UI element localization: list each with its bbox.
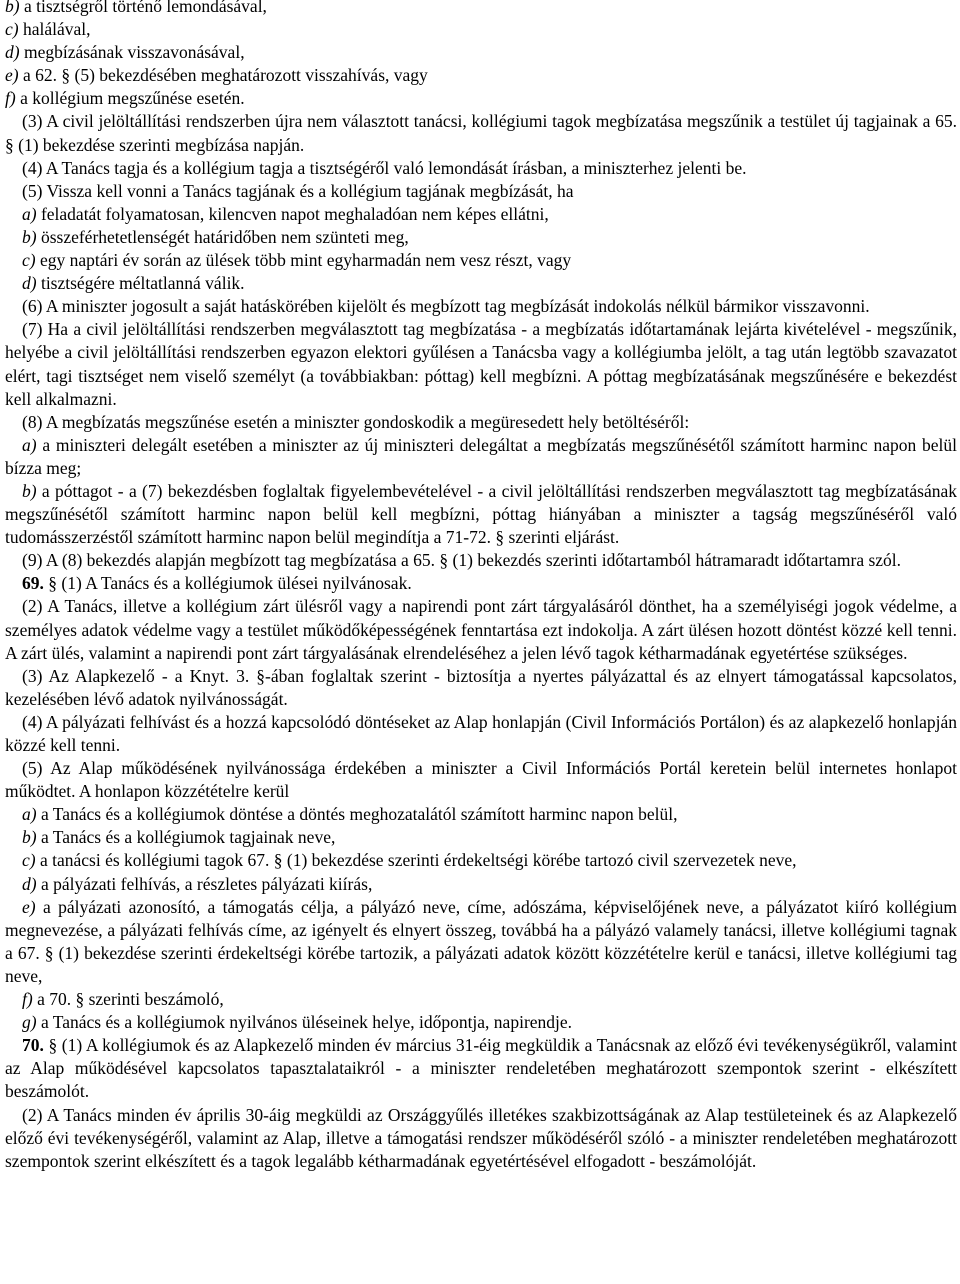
paragraph-text: a pályázati azonosító, a támogatás célja, a pályázó neve, címe, adószáma, képviselőjének neve, a pályázatot kiíró kollégium megnevezése, a pályázati felhívás címe, az igényelt és elnyert összeg, továbbá ha a pályázó valamely tanácsi, illetve kollégiumi tagnak a 67. § (1) bekezdése szerinti érdekeltségi körébe tartozik, a pályázati adatok között közzétételre kerül e tanácsi, illetve kollégiumi tag neve,	[5, 896, 957, 986]
list-marker: a)	[22, 804, 37, 825]
paragraph	[5, 0, 957, 18]
paragraph-text: (4) A Tanács tagja és a kollégium tagja a tisztségéről való lemondását írásban, a miniszterhez jelenti be.	[22, 157, 747, 178]
paragraph-text: a Tanács és a kollégiumok tagjainak neve,	[36, 827, 336, 848]
paragraph-text: a tanácsi és kollégiumi tagok 67. § (1) bekezdése szerinti érdekeltségi körébe tartozó civil szervezetek neve,	[35, 850, 797, 871]
paragraph-text: (4) A pályázati felhívást és a hozzá kapcsolódó döntéseket az Alap honlapján (Civil Információs Portálon) és az alapkezelő honlapján közzé kell tenni.	[5, 711, 957, 755]
paragraph	[5, 18, 957, 41]
list-marker: d)	[22, 273, 37, 294]
paragraph-text: a 62. § (5) bekezdésében meghatározott visszahívás, vagy	[18, 65, 428, 86]
list-marker: e)	[5, 65, 19, 86]
paragraph	[5, 873, 957, 896]
paragraph-text: (6) A miniszter jogosult a saját hatáskörében kijelölt és megbízott tag megbízását indokolás nélkül bármikor visszavonni.	[22, 296, 870, 317]
list-marker: a)	[22, 203, 37, 224]
paragraph-text: a póttagot - a (7) bekezdésben foglaltak figyelembevételével - a civil jelöltállítási rendszerben megválasztott tag megbízatásának megszűnésétől számított harminc napon belül kell megbízni, póttag hiányában a miniszter a tagság megszűnéséről való tudomásszerzéstől számított harminc napon belül megindítja a 71-72. § szerinti eljárást.	[5, 480, 957, 548]
paragraph	[5, 434, 957, 480]
paragraph	[5, 896, 957, 988]
paragraph	[5, 226, 957, 249]
paragraph	[5, 64, 957, 87]
list-marker: b)	[5, 0, 20, 16]
list-marker: f)	[5, 88, 16, 109]
paragraph-text: (2) A Tanács, illetve a kollégium zárt ülésről vagy a napirendi pont zárt tárgyalásáról dönthet, ha a személyiségi jogok védelme, a személyes adatok védelme vagy a testület működőképességének fenntartása ezt indokolja. A zárt ülésen hozott döntést közzé kell tenni. A zárt ülés, valamint a napirendi pont zárt tárgyalásának elrendeléséhez a jelen lévő tagok kétharmadának egyetértése szükséges.	[5, 596, 957, 663]
paragraph	[5, 1011, 957, 1034]
paragraph	[5, 549, 957, 572]
paragraph-text: § (1) A kollégiumok és az Alapkezelő minden év március 31-éig megküldik a Tanácsnak az előző évi tevékenységükről, valamint az Alap működésével kapcsolatos tapasztalataikról - a miniszter rendeletében meghatározott szempontok szerint - elkészített beszámolót.	[5, 1035, 957, 1102]
paragraph	[5, 849, 957, 872]
list-marker: c)	[5, 19, 19, 40]
paragraph	[5, 826, 957, 849]
paragraph	[5, 318, 957, 410]
paragraph-text: összeférhetetlenségét határidőben nem szünteti meg,	[36, 226, 409, 247]
paragraph	[5, 180, 957, 203]
list-marker: b)	[22, 226, 37, 247]
paragraph	[5, 249, 957, 272]
paragraph-text: a pályázati felhívás, a részletes pályázati kiírás,	[36, 873, 373, 894]
paragraph	[5, 757, 957, 803]
paragraph	[5, 595, 957, 664]
list-marker: e)	[22, 896, 36, 917]
paragraph	[5, 665, 957, 711]
list-marker: d)	[5, 42, 20, 63]
paragraph	[5, 295, 957, 318]
paragraph-text: (9) A (8) bekezdés alapján megbízott tag megbízatása a 65. § (1) bekezdés szerinti időtartamból hátramaradt időtartamra szól.	[22, 550, 902, 571]
paragraph-text: tisztségére méltatlanná válik.	[36, 273, 245, 294]
paragraph	[5, 1104, 957, 1173]
paragraph	[5, 480, 957, 549]
paragraph-text: (2) A Tanács minden év április 30-áig megküldi az Országgyűlés illetékes szakbizottságának az Alap testületeinek és az Alapkezelő előző évi tevékenységéről, valamint az Alap, illetve a támogatási rendszer működéséről szóló - a miniszter rendeletében meghatározott szempontok szerint elkészített és a tagok legalább kétharmadának egyetértésével elfogadott - beszámolóját.	[5, 1104, 957, 1171]
list-marker: c)	[22, 850, 36, 871]
paragraph	[5, 41, 957, 64]
paragraph-text: egy naptári év során az ülések több mint egyharmadán nem vesz részt, vagy	[35, 250, 572, 271]
paragraph	[5, 87, 957, 110]
paragraph-text: a Tanács és a kollégiumok döntése a döntés meghozatalától számított harminc napon belül,	[36, 804, 678, 825]
paragraph	[5, 803, 957, 826]
list-marker: c)	[22, 250, 36, 271]
paragraph-text: (3) A civil jelöltállítási rendszerben újra nem választott tanácsi, kollégiumi tagok megbízatása megszűnik a testület új tagjainak a 65. § (1) bekezdése szerinti megbízása napján.	[5, 111, 957, 155]
paragraph-text: halálával,	[18, 19, 91, 40]
paragraph	[5, 572, 957, 595]
paragraph-text: a 70. § szerinti beszámoló,	[32, 989, 224, 1010]
paragraph-text: megbízásának visszavonásával,	[19, 42, 245, 63]
paragraph-text: (7) Ha a civil jelöltállítási rendszerben megválasztott tag megbízatása - a megbízatás időtartamának lejárta kivételével - megszűnik, helyébe a civil jelöltállítási rendszerben egyazon elektori gyűlésen a Tanácsba vagy a kollégiumba jelölt, a tag után legtöbb szavazatot elért, tagi tisztséget nem viselő személyt (a továbbiakban: póttag) kell megbízni. A póttag megbízatásának megszűnésére e bekezdést kell alkalmazni.	[5, 319, 957, 409]
paragraph-text: (3) Az Alapkezelő - a Knyt. 3. §-ában foglaltak szerint - biztosítja a nyertes pályázattal és az elnyert támogatással kapcsolatos, kezelésében lévő adatok nyilvánosságát.	[5, 665, 957, 709]
paragraph-text: (5) Vissza kell vonni a Tanács tagjának és a kollégium tagjának megbízását, ha	[22, 180, 574, 201]
paragraph-text: (5) Az Alap működésének nyilvánossága érdekében a miniszter a Civil Információs Portál keretein belül internetes honlapot működtet. A honlapon közzétételre kerül	[5, 758, 957, 802]
paragraph-text: (8) A megbízatás megszűnése esetén a miniszter gondoskodik a megüresedett hely betöltéséről:	[22, 411, 690, 432]
paragraph-text: a tisztségről történő lemondásával,	[19, 0, 267, 16]
paragraph	[5, 203, 957, 226]
list-marker: g)	[22, 1012, 37, 1033]
paragraph	[5, 1034, 957, 1103]
list-marker: d)	[22, 873, 37, 894]
paragraph	[5, 272, 957, 295]
paragraph-text: § (1) A Tanács és a kollégiumok ülései nyilvánosak.	[43, 573, 412, 594]
section-number: 70.	[22, 1035, 44, 1056]
paragraph-text: feladatát folyamatosan, kilencven napot meghaladóan nem képes ellátni,	[36, 203, 549, 224]
list-marker: f)	[22, 989, 33, 1010]
paragraph-text: a kollégium megszűnése esetén.	[15, 88, 245, 109]
list-marker: a)	[22, 434, 37, 455]
list-marker: b)	[22, 827, 37, 848]
list-marker: b)	[22, 480, 37, 501]
paragraph-text: a miniszteri delegált esetében a miniszter az új miniszteri delegáltat a megbízatás megszűnésétől számított harminc napon belül bízza meg;	[5, 434, 957, 478]
paragraph	[5, 711, 957, 757]
paragraph	[5, 988, 957, 1011]
paragraph	[5, 411, 957, 434]
paragraph	[5, 110, 957, 156]
paragraph	[5, 157, 957, 180]
section-number: 69.	[22, 573, 44, 594]
paragraph-text: a Tanács és a kollégiumok nyilvános üléseinek helye, időpontja, napirendje.	[36, 1012, 573, 1033]
